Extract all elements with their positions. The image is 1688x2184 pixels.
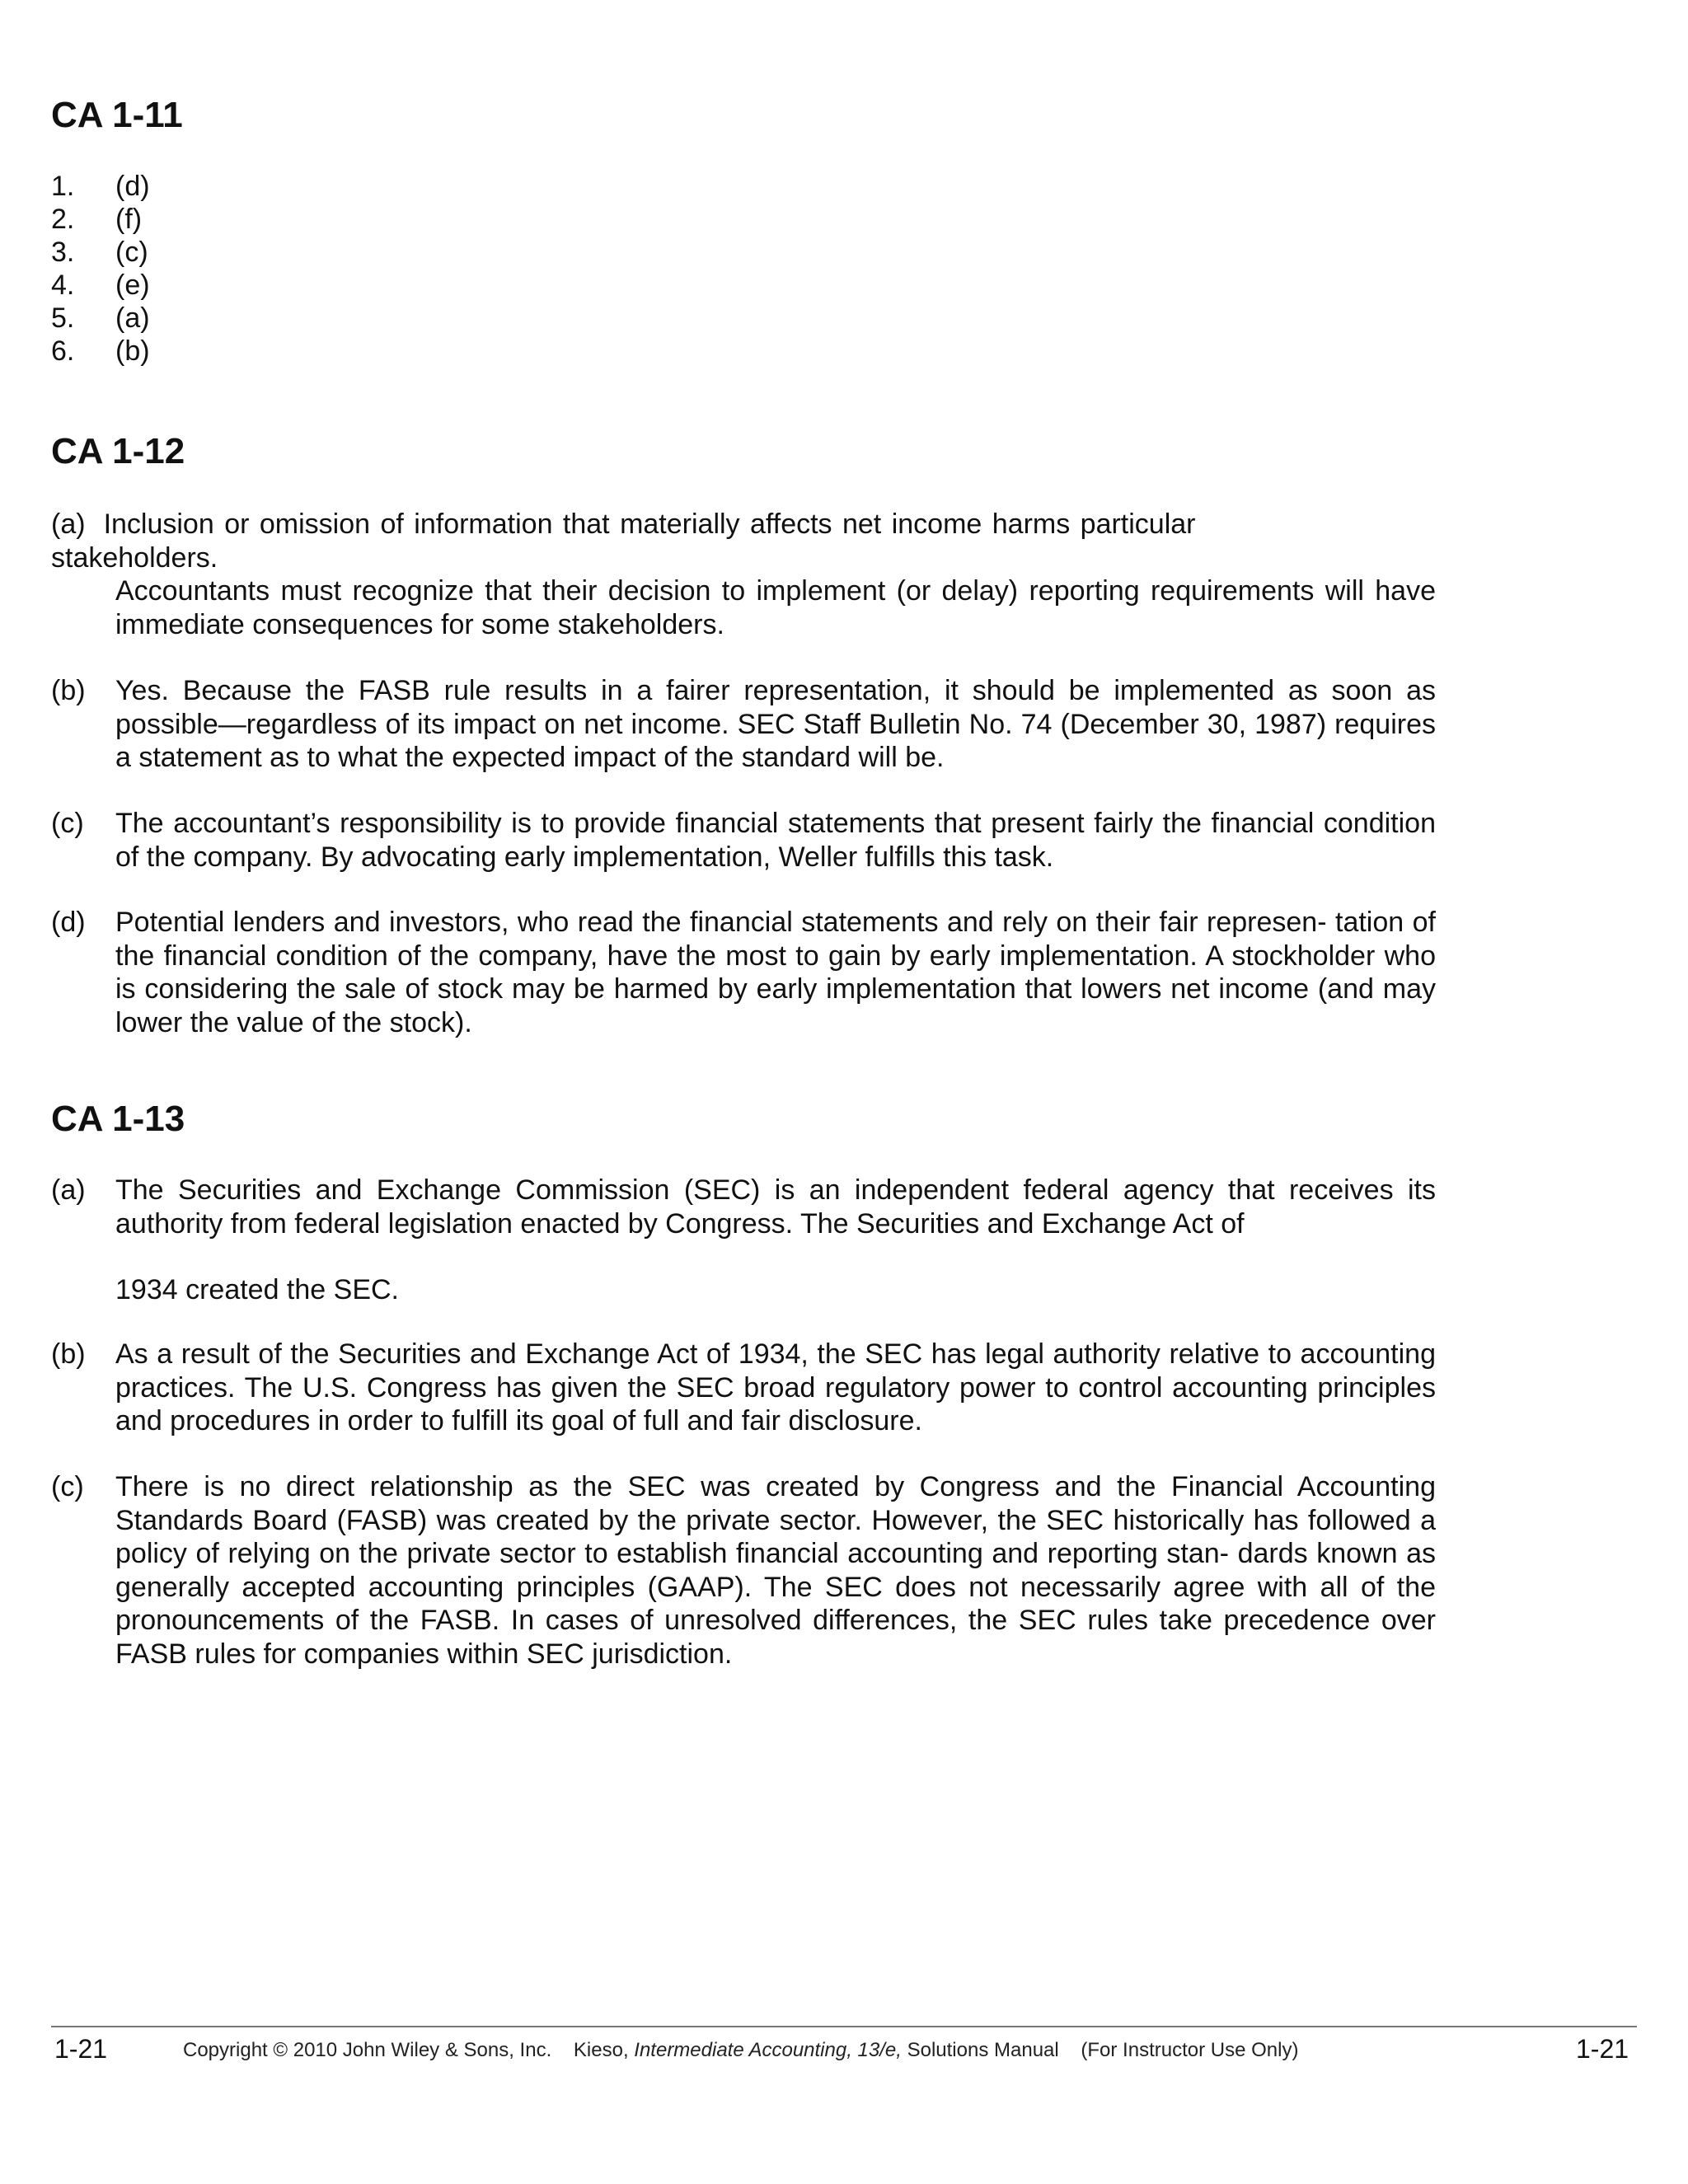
part-label: (d) bbox=[51, 907, 86, 938]
part-text: Potential lenders and investors, who read the financial statements and rely on their fair represen- tation of the financial condition of the company, have the most to gain by early implementation. A stockholder who is considering the sale of stock may be harmed by early implementation that lowers net income (and may lower the value of the stock). bbox=[115, 907, 1436, 1038]
answer-letter: (e) bbox=[115, 269, 150, 301]
answer-item bbox=[51, 236, 148, 269]
part-label: (a) bbox=[51, 509, 86, 540]
section-heading-ca-1-11: CA 1-11 bbox=[51, 95, 183, 135]
part-label: (b) bbox=[51, 675, 86, 706]
part-text: Inclusion or omission of information that materially affects net income harms particular bbox=[103, 509, 1196, 540]
answer-number: 3. bbox=[51, 237, 75, 268]
footer-divider bbox=[51, 2026, 1637, 2027]
paragraph-ca-1-12-a-line1 bbox=[51, 508, 1452, 541]
answer-item bbox=[51, 203, 142, 236]
paragraph-ca-1-13-a bbox=[51, 1174, 1436, 1240]
part-label: (c) bbox=[51, 1471, 84, 1502]
paragraph-ca-1-12-d bbox=[51, 906, 1436, 1039]
paragraph-ca-1-13-b bbox=[51, 1338, 1436, 1438]
footer-copyright-prefix: Copyright © 2010 John Wiley & Sons, Inc. Kieso, bbox=[183, 2039, 635, 2061]
part-text: Yes. Because the FASB rule results in a fairer representation, it should be implemented as soon as possible—regardless of its impact on net income. SEC Staff Bulletin No. 74 (December 30, 1987) requires a statement as to what the expected impact of the standard will be. bbox=[115, 675, 1436, 773]
answer-letter: (b) bbox=[115, 335, 150, 367]
part-text: The Securities and Exchange Commission (SEC) is an independent federal agency that receives its authority from federal legislation enacted by Congress. The Securities and Exchange Act of bbox=[115, 1174, 1436, 1240]
footer-page-number-left: 1-21 bbox=[54, 2034, 108, 2064]
footer-book-title: Intermediate Accounting, 13/e, bbox=[634, 2039, 902, 2061]
paragraph-ca-1-13-a-tail: 1934 created the SEC. bbox=[115, 1274, 400, 1305]
part-text: As a result of the Securities and Exchange Act of 1934, the SEC has legal authority relative to accounting practices. The U.S. Congress has given the SEC broad regulatory power to control accounting principles and procedures in order to fulfill its goal of full and fair disclosure. bbox=[115, 1338, 1436, 1436]
part-text: There is no direct relationship as the SEC was created by Congress and the Financial Accounting Standards Board (FASB) was created by the private sector. However, the SEC historically has followed a policy of relying on the private sector to establish financial accounting and reporting stan- dards known as generally accepted accounting principles (GAAP). The SEC does not necessarily agree with all of the pronouncements of the FASB. In cases of unresolved differences, the SEC rules take precedence over FASB rules for companies within SEC jurisdiction. bbox=[115, 1471, 1436, 1670]
section-heading-ca-1-12: CA 1-12 bbox=[51, 431, 185, 471]
footer-copyright bbox=[183, 2041, 1298, 2060]
part-label: (a) bbox=[51, 1174, 86, 1206]
answer-number: 1. bbox=[51, 171, 75, 202]
footer-copyright-suffix: Solutions Manual (For Instructor Use Only) bbox=[901, 2039, 1299, 2061]
part-label: (b) bbox=[51, 1338, 86, 1370]
answer-number: 4. bbox=[51, 269, 75, 301]
paragraph-ca-1-12-c bbox=[51, 807, 1436, 874]
answer-letter: (f) bbox=[115, 204, 143, 235]
answer-letter: (c) bbox=[115, 237, 148, 268]
answer-item bbox=[51, 302, 150, 335]
answer-item bbox=[51, 269, 150, 302]
part-text: The accountant’s responsibility is to provide financial statements that present fairly the financial condition of the company. By advocating early implementation, Weller fulfills this task. bbox=[115, 808, 1436, 873]
answer-letter: (d) bbox=[115, 171, 150, 202]
answer-letter: (a) bbox=[115, 302, 150, 334]
paragraph-ca-1-12-b bbox=[51, 674, 1436, 775]
answer-item bbox=[51, 335, 150, 368]
footer-page-number-right: 1-21 bbox=[1576, 2034, 1629, 2064]
answer-number: 6. bbox=[51, 335, 75, 367]
answer-number: 2. bbox=[51, 204, 75, 235]
paragraph-ca-1-12-a-line2: stakeholders. bbox=[51, 542, 218, 574]
part-label: (c) bbox=[51, 808, 84, 839]
paragraph-ca-1-13-c bbox=[51, 1470, 1436, 1671]
section-heading-ca-1-13: CA 1-13 bbox=[51, 1099, 185, 1139]
paragraph-ca-1-12-a-continuation: Accountants must recognize that their decision to implement (or delay) reporting requirements will have immediate consequences for some stakeholders. bbox=[115, 575, 1436, 640]
answer-item bbox=[51, 170, 150, 203]
answer-number: 5. bbox=[51, 302, 75, 334]
